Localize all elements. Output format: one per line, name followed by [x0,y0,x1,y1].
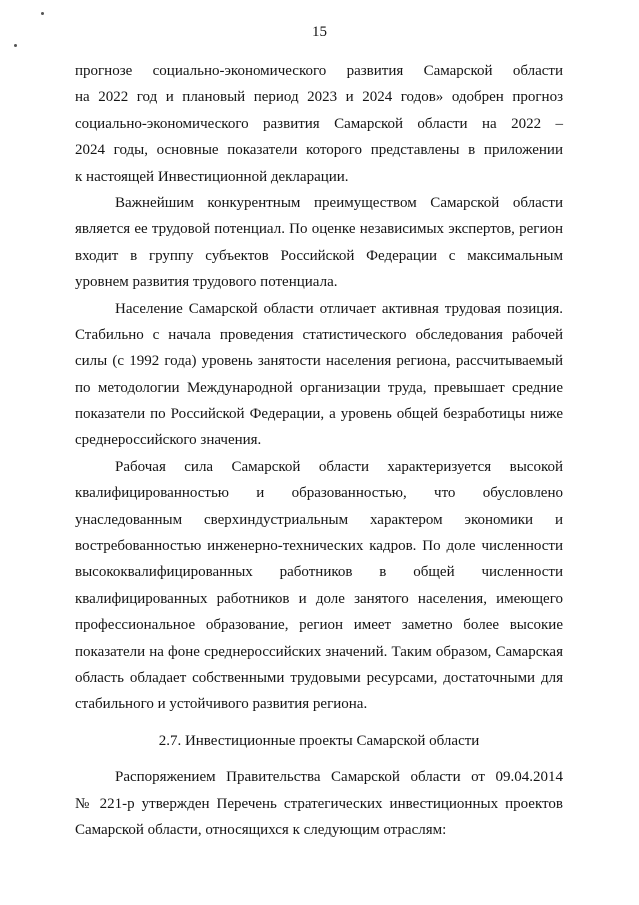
text-line: Население Самарской области отличает активная трудовая позиция. [115,300,563,317]
text-line: на 2022 год и плановый период 2023 и 2024 годов» одобрен прогноз [75,89,563,106]
text-line: Важнейшим конкурентным преимуществом Самарской области [115,194,563,211]
text-line: уровнем развития трудового потенциала. [75,274,338,291]
text-line: социально-экономического развития Самарской области на 2022 – [75,115,563,132]
paragraph [75,454,563,718]
document-body [75,58,563,843]
scan-speck [14,44,17,47]
text-line: № 221-р утвержден Перечень стратегических инвестиционных проектов [75,795,563,812]
text-line: профессиональное образование, регион имеет заметно более высокие [75,617,563,634]
text-line: Распоряжением Правительства Самарской области от 09.04.2014 [115,769,563,786]
text-line: показатели на фоне среднероссийских значений. Таким образом, Самарская [75,643,563,660]
text-line: прогнозе социально-экономического развития Самарской области [75,63,563,79]
text-line: показатели по Российской Федерации, а уровень общей безработицы ниже [75,406,563,423]
text-line: 2024 годы, основные показатели которого представлены в приложении [75,142,563,159]
text-line: Самарской области, относящихся к следующим отраслям: [75,821,447,838]
text-line: является ее трудовой потенциал. По оценке независимых экспертов, регион [75,221,563,238]
paragraph [75,764,563,843]
text-line: входит в группу субъектов Российской Федерации с максимальным [75,247,563,264]
text-line: стабильного и устойчивого развития региона. [75,696,368,713]
scan-speck [41,12,44,15]
text-line: по методологии Международной организации труда, превышает средние [75,379,563,396]
text-line: востребованностью инженерно-технических кадров. По доле численности [75,538,563,555]
section-spacer [75,754,563,764]
text-line: Стабильно с начала проведения статистического обследования рабочей [75,326,563,343]
paragraph [75,190,563,296]
text-line: к настоящей Инвестиционной декларации. [75,168,349,185]
paragraph [75,58,563,190]
text-line: высококвалифицированных работников в общей численности [75,564,563,581]
paragraph [75,296,563,454]
section-heading: 2.7. Инвестиционные проекты Самарской области [158,732,480,749]
text-line: Рабочая сила Самарской области характеризуется высокой [115,458,563,475]
section-spacer [75,718,563,728]
text-line: унаследованным сверхиндустриальным характером экономики и [75,511,563,528]
text-line: среднероссийского значения. [75,432,262,449]
text-line: силы (с 1992 года) уровень занятости населения региона, рассчитываемый [75,353,563,370]
text-line: область обладает собственными трудовыми ресурсами, достаточными для [75,669,563,686]
text-line: квалифицированностью и образованностью, что обусловлено [75,485,563,502]
page-number: 15 [312,24,327,40]
text-line: квалифицированных работников и доле занятого населения, имеющего [75,590,563,607]
